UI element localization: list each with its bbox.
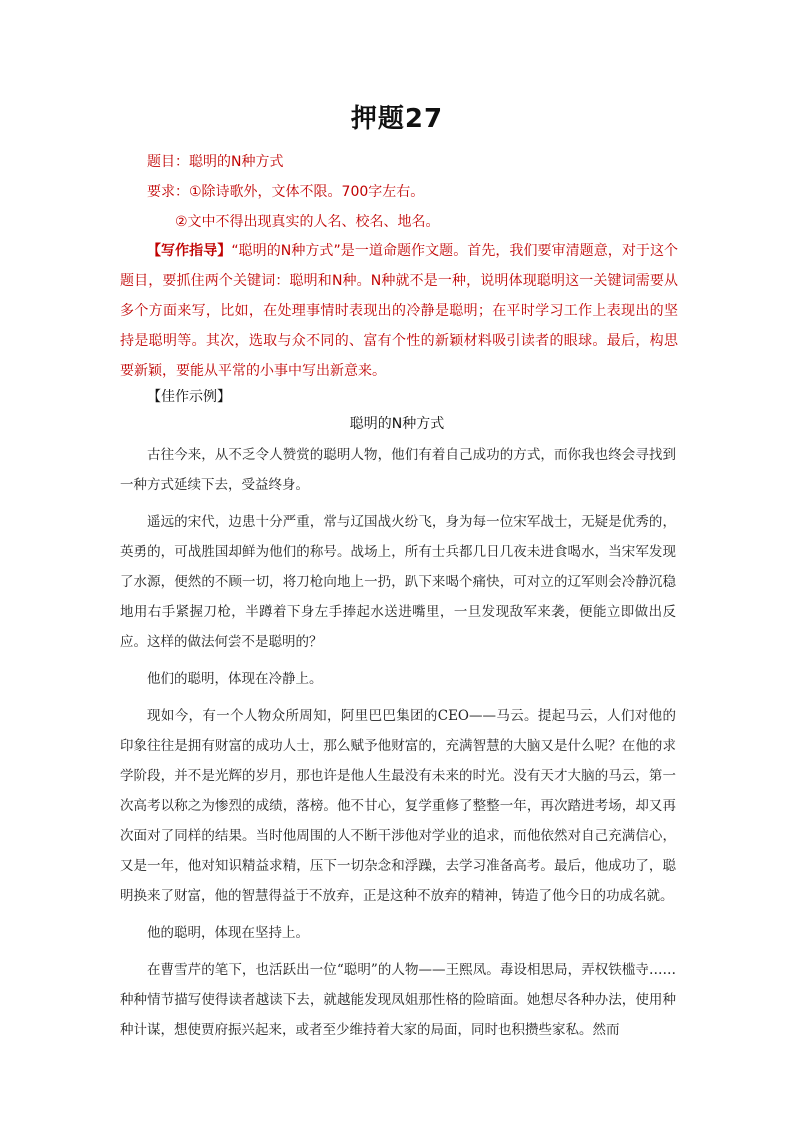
requirement-line-2: ②文中不得出现真实的人名、校名、地名。	[175, 214, 440, 230]
requirement-line-1: 要求：①除诗歌外，文体不限。700字左右。	[147, 184, 425, 200]
page-title: 押题27	[350, 104, 444, 134]
writing-guide	[120, 236, 678, 386]
essay-body	[120, 440, 676, 1052]
essay-paragraph: 他的聪明，体现在坚持上。	[147, 925, 309, 941]
essay-paragraph: 古往今来，从不乏令人赞赏的聪明人物，他们有着自己成功的方式，而你我也终会寻找到一种方式延续下去，受益终身。	[120, 447, 676, 493]
essay-title: 聪明的N种方式	[349, 416, 445, 432]
essay-paragraph: 在曹雪芹的笔下，也活跃出一位“聪明”的人物——王熙凤。毒设相思局，弄权铁槛寺……种种情节描写使得读者越读下去，就越能发现凤姐那性格的险暗面。她想尽各种办法，使用种种计谋，想使贾府振兴起来，或者至少维持着大家的局面，同时也积攒些家私。然而	[120, 962, 676, 1038]
essay-paragraph: 他们的聪明，体现在冷静上。	[147, 671, 323, 687]
guide-text: “聪明的N种方式”是一道命题作文题。首先，我们要审清题意，对于这个题目，要抓住两个关键词：聪明和N种。N种就不是一种，说明体现聪明这一关键词需要从多个方面来写，比如，在处理事情时表现出的冷静是聪明；在平时学习工作上表现出的坚持是聪明等。其次，选取与众不同的、富有个性的新颖材料吸引读者的眼球。最后，构思要新颖，要能从平常的小事中写出新意来。	[120, 243, 679, 379]
example-label: 【佳作示例】	[147, 389, 231, 405]
essay-paragraph: 现如今，有一个人物众所周知，阿里巴巴集团的CEO——马云。提起马云，人们对他的印象往往是拥有财富的成功人士，那么赋予他财富的，充满智慧的大脑又是什么呢？在他的求学阶段，并不是光辉的岁月，那也许是他人生最没有未来的时光。没有天才大脑的马云，第一次高考以称之为惨烈的成绩，落榜。他不甘心，复学重修了整整一年，再次踏进考场，却又再次面对了同样的结果。当时他周围的人不断干涉他对学业的追求，而他依然对自己充满信心，又是一年，他对知识精益求精，压下一切杂念和浮躁，去学习准备高考。最后，他成功了，聪明换来了财富，他的智慧得益于不放弃，正是这种不放弃的精神，铸造了他今日的功成名就。	[120, 708, 676, 904]
guide-label: 【写作指导】	[147, 243, 232, 259]
topic-line: 题目：聪明的N种方式	[147, 154, 284, 170]
essay-paragraph: 遥远的宋代，边患十分严重，常与辽国战火纷飞，身为每一位宋军战士，无疑是优秀的，英勇的，可战胜国却鲜为他们的称号。战场上，所有士兵都几日几夜未进食喝水，当宋军发现了水源，便然的不顾一切，将刀枪向地上一扔，趴下来喝个痛快，可对立的辽军则会冷静沉稳地用右手紧握刀枪，半蹲着下身左手捧起水送进嘴里，一旦发现敌军来袭，便能立即做出反应。这样的做法何尝不是聪明的？	[120, 514, 676, 650]
